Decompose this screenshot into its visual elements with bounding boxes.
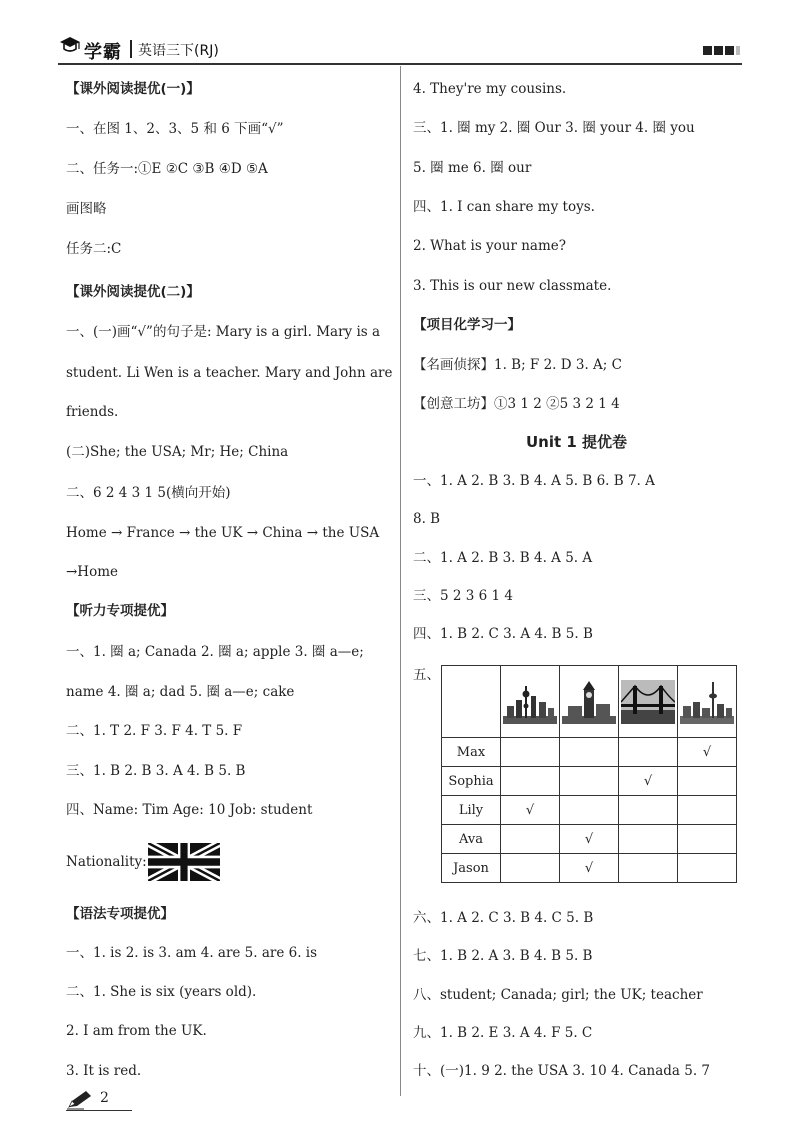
section-heading: 【课外阅读提优(二)】 <box>66 284 200 300</box>
check-cell: √ <box>678 738 737 767</box>
check-cell <box>619 796 678 825</box>
answer-line: 5. 圈 me 6. 圈 our <box>413 160 532 176</box>
answer-line: 三、5 2 3 6 1 4 <box>413 588 513 604</box>
answer-line: 画图略 <box>66 201 107 217</box>
section-heading: 【语法专项提优】 <box>66 906 174 922</box>
answer-line: name 4. 圈 a; dad 5. 圈 a—e; cake <box>66 684 295 700</box>
answer-line: 任务二:C <box>66 241 122 257</box>
answer-line: 一、1. is 2. is 3. am 4. are 5. are 6. is <box>66 945 318 961</box>
answer-line: 2. What is your name? <box>413 238 567 254</box>
book-subject: 英语三下(RJ) <box>138 43 219 59</box>
page-number: 2 <box>100 1090 109 1106</box>
landmark-image-cell <box>560 666 619 738</box>
section-heading: 【课外阅读提优(一)】 <box>66 81 200 97</box>
answer-line: 二、任务一:①E ②C ③B ④D ⑤A <box>66 161 268 177</box>
answer-line: 三、1. 圈 my 2. 圈 Our 3. 圈 your 4. 圈 you <box>413 120 695 136</box>
answer-line: 4. They're my cousins. <box>413 81 567 97</box>
unit-title: Unit 1 提优卷 <box>526 433 628 451</box>
landmark-image-cell <box>619 666 678 738</box>
table-row <box>442 738 737 767</box>
answer-line: 八、student; Canada; girl; the UK; teacher <box>413 987 703 1003</box>
uk-flag-icon <box>148 843 220 881</box>
section-heading: 【听力专项提优】 <box>66 603 174 619</box>
big-ben-icon <box>562 680 616 724</box>
check-cell <box>678 854 737 883</box>
header-squares <box>703 46 740 55</box>
answer-line: student. Li Wen is a teacher. Mary and John are <box>66 365 393 381</box>
row-name-cell: Ava <box>442 825 501 854</box>
cn-tower-icon <box>680 680 734 724</box>
answer-line: →Home <box>66 564 119 580</box>
answer-line: Home → France → the UK → China → the USA <box>66 525 380 541</box>
answer-line: 四、1. B 2. C 3. A 4. B 5. B <box>413 626 593 642</box>
check-cell: √ <box>560 854 619 883</box>
brand-logo: 学霸 <box>84 42 122 63</box>
row-name-cell: Max <box>442 738 501 767</box>
answer-line: 一、1. A 2. B 3. B 4. A 5. B 6. B 7. A <box>413 473 655 489</box>
answer-line: 六、1. A 2. C 3. B 4. C 5. B <box>413 910 594 926</box>
shanghai-skyline-icon <box>503 680 557 724</box>
header-rule <box>58 63 742 65</box>
landmark-image-cell <box>501 666 560 738</box>
answer-line: 四、1. I can share my toys. <box>413 199 595 215</box>
check-cell <box>501 825 560 854</box>
answer-line: 2. I am from the UK. <box>66 1023 207 1039</box>
row-name-cell: Lily <box>442 796 501 825</box>
answer-line: 【创意工坊】①3 1 2 ②5 3 2 1 4 <box>413 396 620 412</box>
answer-line: 一、1. 圈 a; Canada 2. 圈 a; apple 3. 圈 a—e; <box>66 644 364 660</box>
table-row <box>442 825 737 854</box>
answer-line: 十、(一)1. 9 2. the USA 3. 10 4. Canada 5. 7 <box>413 1063 710 1079</box>
answer-line: 3. This is our new classmate. <box>413 278 612 294</box>
answer-line: 【名画侦探】1. B; F 2. D 3. A; C <box>413 357 622 373</box>
check-cell: √ <box>560 825 619 854</box>
answer-line: 二、6 2 4 3 1 5(横向开始) <box>66 485 231 501</box>
check-cell <box>619 854 678 883</box>
answer-line: 二、1. She is six (years old). <box>66 984 257 1000</box>
check-cell <box>501 767 560 796</box>
check-cell <box>501 738 560 767</box>
answer-line: friends. <box>66 404 119 420</box>
table-row <box>442 796 737 825</box>
check-cell <box>678 796 737 825</box>
check-cell <box>678 825 737 854</box>
blank-header-cell <box>442 666 501 738</box>
answer-line: 三、1. B 2. B 3. A 4. B 5. B <box>66 763 246 779</box>
answer-line: 七、1. B 2. A 3. B 4. B 5. B <box>413 948 593 964</box>
question-label: 五、 <box>413 667 440 683</box>
check-cell <box>678 767 737 796</box>
table-row <box>442 767 737 796</box>
answer-line: 二、1. T 2. F 3. F 4. T 5. F <box>66 723 243 739</box>
check-cell <box>560 796 619 825</box>
section-heading: 【项目化学习一】 <box>413 317 521 333</box>
check-cell: √ <box>501 796 560 825</box>
check-cell: √ <box>619 767 678 796</box>
answer-line: 一、在图 1、2、3、5 和 6 下画“√” <box>66 121 284 137</box>
page-header <box>58 38 742 62</box>
check-cell <box>560 767 619 796</box>
landmark-image-cell <box>678 666 737 738</box>
check-cell <box>560 738 619 767</box>
answer-line: Nationality: <box>66 854 147 870</box>
column-divider <box>400 66 401 1096</box>
graduation-cap-icon <box>58 34 82 58</box>
check-cell <box>501 854 560 883</box>
row-name-cell: Sophia <box>442 767 501 796</box>
check-cell <box>619 825 678 854</box>
table-row <box>442 854 737 883</box>
row-name-cell: Jason <box>442 854 501 883</box>
landmark-table <box>441 665 737 883</box>
page-footer <box>66 1090 132 1112</box>
answer-line: 3. It is red. <box>66 1063 142 1079</box>
answer-line: 九、1. B 2. E 3. A 4. F 5. C <box>413 1025 593 1041</box>
golden-gate-bridge-icon <box>621 680 675 724</box>
pencil-icon <box>66 1090 94 1110</box>
answer-line: 8. B <box>413 511 441 527</box>
answer-line: 一、(一)画“√”的句子是: Mary is a girl. Mary is a <box>66 324 381 340</box>
check-cell <box>619 738 678 767</box>
table-header-row <box>442 666 737 738</box>
header-separator <box>130 40 132 58</box>
answer-line: (二)She; the USA; Mr; He; China <box>66 444 289 460</box>
answer-line: 二、1. A 2. B 3. B 4. A 5. A <box>413 550 593 566</box>
answer-line: 四、Name: Tim Age: 10 Job: student <box>66 802 313 818</box>
